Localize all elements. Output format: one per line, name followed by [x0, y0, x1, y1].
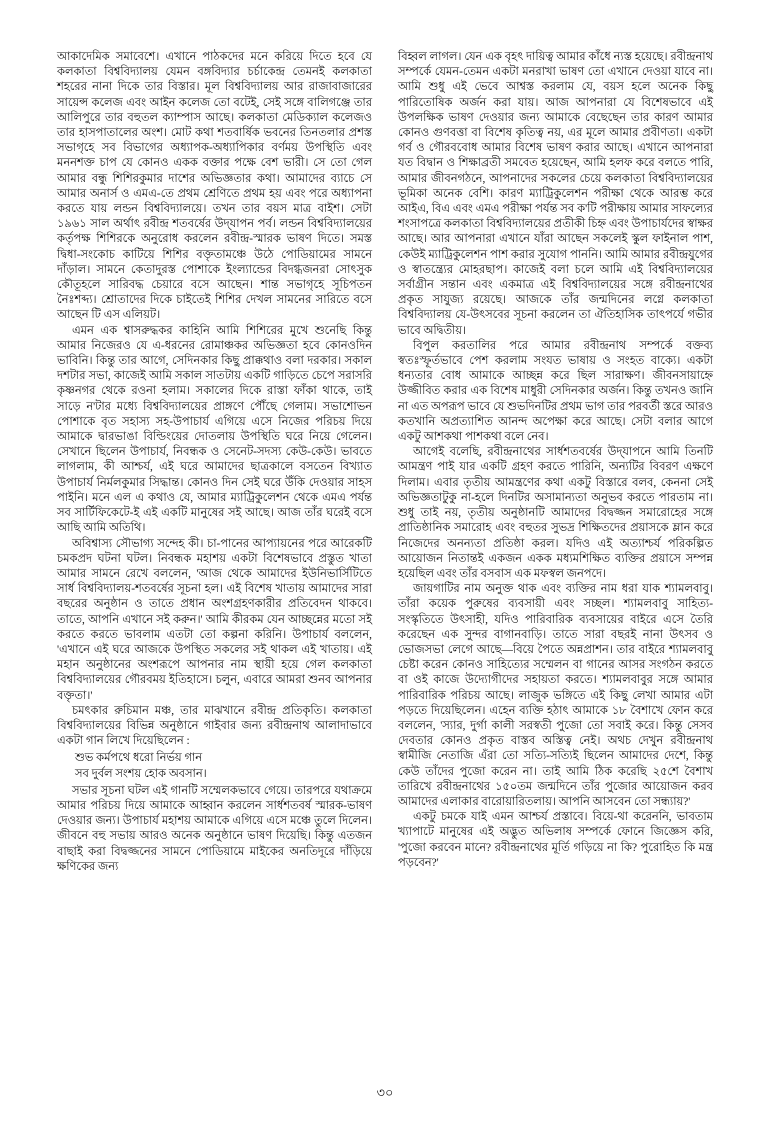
verse-line: শুভ কর্মপথে ধরো নির্ভয় গান	[75, 752, 203, 765]
paragraph: সভার সূচনা ঘটল এই গানটি সম্মেলকভাবে গেয়ে। তারপরে যথাক্রমে আমার পরিচয় দিয়ে আমাকে আহ্বান করলেন সার্ধশতবর্ষ স্মারক-ভাষণ দেওয়ার জন্য। উপাচার্য মহাশয় আমাকে এগিয়ে এসে মঞ্চে তুলে দিলেন। জীবনে বহু সভায় আরও অনেক অনুষ্ঠানে ভাষণ দিয়েছি। কিন্তু এতজন বাছাই করা বিদ্বজ্জনের সামনে পোডিয়ামে মাইকের অনতিদূরে দাঁড়িয়ে ক্ষণিকের জন্য	[57, 784, 372, 873]
right-column	[398, 50, 713, 875]
left-column	[57, 50, 372, 875]
paragraph: এমন এক শ্বাসরুদ্ধকর কাহিনি আমি শিশিরের মুখে শুনেছি কিন্তু আমার নিজেরও যে এ-ধরনের রোমাঞ্চকর অভিজ্ঞতা হবে কোনওদিন ভাবিনি। কিন্তু তার আগে, সেদিনকার কিছু প্রাক্কথাও বলা দরকার। সকাল দশটার সভা, কাজেই আমি সকাল সাতটায় একটি গাড়িতে চেপে সরাসরি কৃষ্ণনগর থেকে রওনা হলাম। সকালের দিকে রাস্তা ফাঁকা থাকে, তাই সাড়ে ন'টার মধ্যে বিশ্ববিদ্যালয়ের প্রাঙ্গণে পৌঁছে গেলাম। সভাশোভন পোশাকে বৃত সহাস্য সহ-উপাচার্য এগিয়ে এসে নিজের পরিচয় দিয়ে আমাকে দ্বারভাঙা বিল্ডিংয়ের দোতলায় উপস্থিতি ঘরে নিয়ে গেলেন। সেখানে ছিলেন উপাচার্য, নিবন্ধক ও সেনেট-সদস্য কেউ-কেউ। ভাবতে লাগলাম, কী আশ্চর্য, এই ঘরে আমাদের ছাত্রকালে বসতেন বিখ্যাত উপাচার্য নির্মলকুমার সিদ্ধান্ত। কোনও দিন সেই ঘরে উঁকি দেওয়ার সাহস পাইনি। মনে এল এ কথাও যে, আমার ম্যাট্রিকুলেশন থেকে এমএ পর্যন্ত সব সার্টিফিকেটে-ই এই একটি মানুষের সই আছে। আজ তাঁর ঘরেই বসে আছি আমি অতিথি।	[57, 324, 372, 535]
paragraph: চমৎকার রুচিমান মঞ্চ, তার মাঝখানে রবীন্দ্র প্রতিকৃতি। কলকাতা বিশ্ববিদ্যালয়ের বিভিন্ন অনুষ্ঠানে গাইবার জন্য রবীন্দ্রনাথ আলাদাভাবে একটা গান লিখে দিয়েছিলেন :	[57, 704, 372, 748]
paragraph: একটু চমকে যাই এমন আশ্চর্য প্রস্তাবে। বিয়ে-থা করেননি, ভাবতাম খ্যাপাটে মানুষের এই অদ্ভুত অভিলাষ সম্পর্কে ফোনে জিজ্ঞেস করি, 'পুজো করবেন মানে? রবীন্দ্রনাথের মূর্তি গড়িয়ে না কি? পুরোহিত কি মন্ত্র পড়বেন?'	[398, 811, 713, 869]
page-number: ৩০	[376, 1085, 394, 1100]
paragraph: আকাদেমিক সমাবেশে। এখানে পাঠকদের মনে করিয়ে দিতে হবে যে কলকাতা বিশ্ববিদ্যালয় যেমন বঙ্গবিদ্যার চর্চাকেন্দ্র তেমনই কলকাতা শহরের নানা দিকে তার বিস্তার। মূল বিশ্ববিদ্যালয় আর রাজাবাজারের সায়েন্স কলেজ এবং আইন কলেজ তো বটেই, সেই সঙ্গে বালিগঞ্জে তার আলিপুরে তার বহুতল ক্যাম্পাস আছে। কলকাতা মেডিক্যাল কলেজও তার হাসপাতালের অংশ। মোট কথা শতবার্ষিক ভবনের তিনতলার প্রশস্ত সভাগৃহে সব বিভাগের অধ্যাপক-অধ্যাপিকার বর্ণময় উপস্থিতি এবং মননশক্ত চাপ যে কোনও একক বক্তার পক্ষে বেশ ভারী। সে তো গেল আমার বন্ধু শিশিরকুমার দাশের অভিজ্ঞতার কথা। আমাদের ব্যাচে সে আমার অনার্স ও এমএ-তে প্রথম শ্রেণিতে প্রথম হয় এবং পরে অধ্যাপনা করতে যায় লন্ডন বিশ্ববিদ্যালয়ে। তখন তার বয়স মাত্র বাইশ। সেটা ১৯৬১ সাল অর্থাৎ রবীন্দ্র শতবর্ষের উদ্‌যাপন পর্ব। লন্ডন বিশ্ববিদ্যালয়ের কর্তৃপক্ষ শিশিরকে অনুরোধ করলেন রবীন্দ্র-স্মারক ভাষণ দিতে। সমস্ত দ্বিধা-সংকোচ কাটিয়ে শিশির বক্তৃতামঞ্চে উঠে পোডিয়ামের সামনে দাঁড়াল। সামনে কেতাদুরস্ত পোশাকে ইংল্যান্ডের বিদগ্ধজনরা সোৎসুক কৌতূহলে সারিবদ্ধ চেয়ারে বসে আছেন। শান্ত সভাগৃহে সূচিপতন নৈঃশব্দ্য। শ্রোতাদের দিকে চাইতেই শিশির দেখল সামনের সারিতে বসে আছেন টি এস এলিয়ট।	[57, 51, 372, 322]
paragraph: বিহ্বল লাগল। যেন এক বৃহৎ দায়িত্ব আমার কাঁধে ন্যস্ত হয়েছে। রবীন্দ্রনাথ সম্পর্কে যেমন-তেমন একটা মনরাখা ভাষণ তো এখানে দেওয়া যাবে না। আমি শুধু এই ভেবে আশ্বস্ত করলাম যে, বয়স হলে অনেক কিছু পারিতোষিক অর্জন করা যায়। আজ আপনারা যে বিশেষভাবে এই উপলক্ষিক ভাষণ দেওয়ার জন্য আমাকে বেছেছেন তার কারণ আমার কোনও গুণবত্তা বা বিশেষ কৃতিত্ব নয়, এর মূলে আমার প্রবীণতা। একটা গর্ব ও গৌরববোধ আমার বিশেষ ভাষণ করার আছে। এখানে আপনারা যত বিদ্বান ও শিক্ষাব্রতী সমবেত হয়েছেন, আমি হলফ করে বলতে পারি, আমার জীবনগঠনে, আপনাদের সকলের চেয়ে কলকাতা বিশ্ববিদ্যালয়ের ভূমিকা অনেক বেশি। কারণ ম্যাট্রিকুলেশন পরীক্ষা থেকে আরম্ভ করে আইএ, বিএ এবং এমএ পরীক্ষা পর্যন্ত সব ক'টি পরীক্ষায় আমার সাফল্যের শংসাপত্রে কলকাতা বিশ্ববিদ্যালয়ের প্রতীকী চিহ্ন এবং উপাচার্যদের স্বাক্ষর আছে। আর আপনারা এখানে যাঁরা আছেন সকলেই স্কুল ফাইনাল পাশ, কেউই ম্যাট্রিকুলেশন পাশ করার সুযোগ পাননি। আমি আমার রবীন্দ্রযুগের ও স্বাতন্ত্র্যের মোহরছাপ। কাজেই বলা চলে আমি এই বিশ্ববিদ্যালয়ের সর্বাগ্রীন সন্তান এবং একমাত্র এই বিশ্ববিদ্যালয়ের সঙ্গে রবীন্দ্রনাথের প্রকৃত সাযুজ্য রয়েছে। আজকে তাঁর জন্মদিনের লগ্নে কলকাতা বিশ্ববিদ্যালয় যে-উৎসবের সূচনা করলেন তা ঐতিহাসিক তাৎপর্যে গভীর ভাবে অদ্বিতীয়।	[398, 51, 713, 337]
paragraph: আগেই বলেছি, রবীন্দ্রনাথের সার্ধশতবর্ষের উদ্‌যাপনে আমি তিনটি আমন্ত্রণ পাই যার একটি গ্রহণ করতে পারিনি, অন্যটির বিবরণ এক্ষণে দিলাম। এবার তৃতীয় আমন্ত্রণের কথা একটু বিস্তারে বলব, কেননা সেই অভিজ্ঞতাটুকু না-হলে দিনটির অসামান্যতা অনুভব করতে পারতাম না। শুধু তাই নয়, তৃতীয় অনুষ্ঠানটি আমাদের বিদ্বজ্জন সমারোহের সঙ্গে প্রাতিষ্ঠানিক সমারোহ এবং বহুতর সুভদ্র শিক্ষিতদের প্রয়াসকে ম্লান করে নিজেদের অনন্যতা প্রতিষ্ঠা করল। যদিও এই অত্যাশ্চর্য পরিকল্পিত আয়োজন নিতান্তই একজন একক মধ্যমশিক্ষিত ব্যক্তির প্রয়াসে সম্পন্ন হয়েছিল এবং তাঁর বসবাস এক মফস্বল জনপদে।	[398, 446, 713, 580]
paragraph: বিপুল করতালির পরে আমার রবীন্দ্রনাথ সম্পর্কে বক্তব্য স্বতঃস্ফূর্তভাবে পেশ করলাম সংযত ভাষায় ও সংহত বাক্যে। একটা ধন্যতার বোধ আমাকে আচ্ছন্ন করে ছিল সারাক্ষণ। জীবনসায়াহ্নে উজ্জীবিত করার এক বিশেষ মাধুরী সেদিনকার অর্জন। কিন্তু তখনও জানি না এত অপরূপ ভাবে যে শুভদিনটির প্রথম ভাগ তার পরবর্তী স্তরে আরও কতখানি অপ্রত্যাশিত আনন্দ অপেক্ষা করে আছে। সেটা বলার আগে একটু আশকথা পাশকথা বলে নেব।	[398, 339, 713, 444]
page-content	[57, 50, 713, 875]
paragraph: জায়গাটির নাম অনুক্ত থাক এবং ব্যক্তির নাম ধরা যাক শ্যামলবাবু। তাঁরা কয়েক পুরুষের ব্যবসায়ী এবং সচ্ছল। শ্যামলবাবু সাহিত্য-সংস্কৃতিতে উৎসাহী, যদিও পারিবারিক ব্যবসায়ের বাইরে এসে তৈরি করেছেন এক সুন্দর বাগানবাড়ি। তাতে সারা বছরই নানা উৎসব ও ভোজসভা লেগে আছে—বিয়ে পৈতে অন্নপ্রাশন। তার বাইরে শ্যামলবাবু চেষ্টা করেন কোনও সাহিত্যের সম্মেলন বা গানের আসর সংগঠন করতে বা ওই কাজে উদ্যোগীদের সহায়তা করতে। শ্যামলবাবুর সঙ্গে আমার পারিবারিক পরিচয় আছে। লাজুক ভঙ্গিতে এই কিছু লেখা আমার এটা পড়তে দিয়েছিলেন। এহেন ব্যক্তি হঠাৎ আমাকে ১৮ বৈশাখে ফোন করে বললেন, 'স্যার, দুর্গা কালী সরস্বতী পুজো তো সবাই করে। কিন্তু সেসব দেবতার কোনও প্রকৃত বাস্তব অস্তিত্ব নেই। অথচ দেখুন রবীন্দ্রনাথ স্বামীজি নেতাজি এঁরা তো সত্যি-সত্যিই ছিলেন আমাদের দেশে, কিন্তু কেউ তাঁদের পুজো করেন না। তাই আমি ঠিক করেছি ২৫শে বৈশাখ তারিখে রবীন্দ্রনাথের ১৫০তম জন্মদিনে তাঁর পুজোর আয়োজন করব আমাদের এলাকার বারোয়ারিতলায়। আপনি আসবেন তো সন্ধ্যায়?'	[398, 583, 713, 808]
verse-line: সব দুর্বল সংশয় হোক অবসান।	[75, 767, 207, 780]
verse-quote	[75, 751, 372, 781]
paragraph: অবিশ্বাস্য সৌভাগ্য সন্দেহ কী। চা-পানের আপ্যায়নের পরে আরেকটি চমকপ্রদ ঘটনা ঘটল। নিবন্ধক মহাশয় একটা বিশেষভাবে প্রস্তুত খাতা আমার সামনে রেখে বললেন, 'আজ থেকে আমাদের ইউনিভার্সিটিতে সার্ধ বিশ্ববিদ্যালয়-শতবর্ষের সূচনা হল। এই বিশেষ খাতায় আমাদের সারা বছরের অনুষ্ঠান ও তাতে প্রধান অংশগ্রহণকারীর প্রতিবেদন থাকবে। তাতে, আপনি এখানে সই করুন।' আমি কীরকম যেন আচ্ছন্নের মতো সই করতে করতে ভাবলাম এতটা তো কল্পনা করিনি। উপাচার্য বললেন, 'এখানে এই ঘরে আজকে উপস্থিত সকলের সই থাকল এই খাতায়। এই মহান অনুষ্ঠানের অংশরূপে আপনার নাম স্থায়ী হয়ে গেল কলকাতা বিশ্ববিদ্যালয়ের গৌরবময় ইতিহাসে। চলুন, এবারে আমরা শুনব আপনার বক্তৃতা।'	[57, 537, 372, 702]
